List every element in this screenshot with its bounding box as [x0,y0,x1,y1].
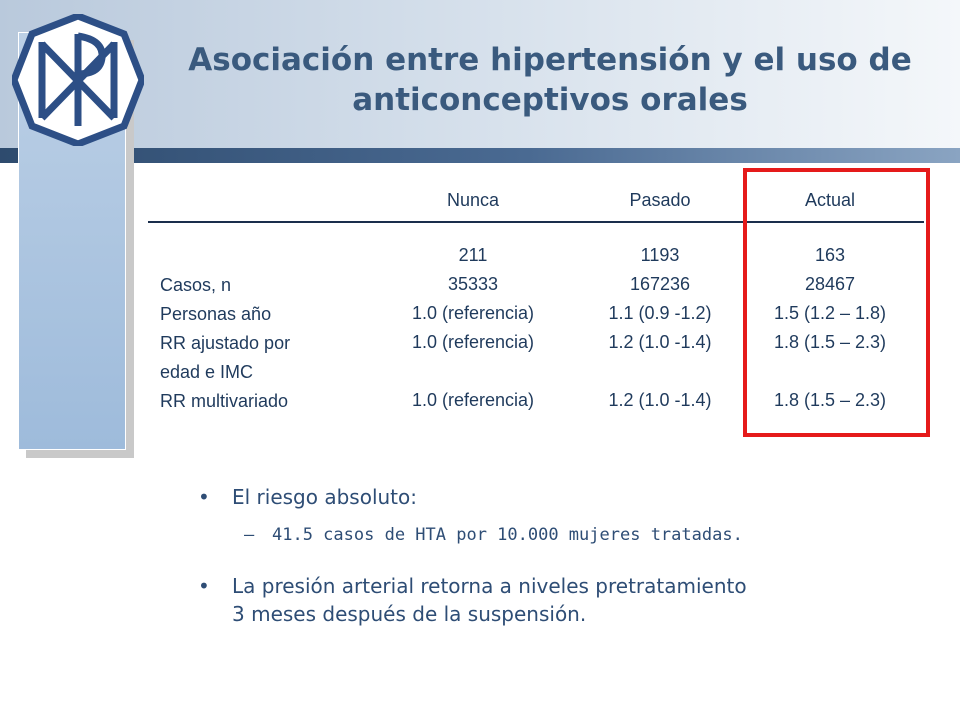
row-label-rr-multivariado: RR multivariado [160,391,289,411]
cell: 1.1 (0.9 -1.2) [608,303,712,323]
column-header-actual: Actual [804,190,856,210]
column-header-pasado: Pasado [629,190,691,210]
cell: 163 [814,245,846,265]
column-nunca [383,241,563,415]
cell: 1.2 (1.0 -1.4) [608,390,712,410]
row-label-edad-imc: edad e IMC [160,362,254,382]
bullet-list [198,482,938,628]
title-line-1: Asociación entre hipertensión y el uso de [188,42,912,78]
page-title [160,40,940,120]
cell [570,357,750,386]
bullet-item [198,482,938,512]
actual-column-highlight [743,168,930,437]
cell [383,357,563,386]
bullet-item [198,572,938,628]
dash-icon: – [244,525,255,545]
chi-rho-logo [12,14,144,146]
bullet-text: El riesgo absoluto: [232,485,417,509]
cell: 28467 [804,274,856,294]
row-label-personas-ano: Personas año [160,304,272,324]
column-header-nunca: Nunca [446,190,500,210]
cell: 1.0 (referencia) [411,332,535,352]
cell: 35333 [447,274,499,294]
cell: 1.0 (referencia) [411,303,535,323]
title-line-2: anticonceptivos orales [352,82,748,118]
cell: 167236 [629,274,691,294]
bullet-dot-icon: • [198,574,210,598]
sub-bullet-item [244,520,938,550]
row-labels [160,271,370,416]
bullet-text-line-1: La presión arterial retorna a niveles pretratamiento [232,574,747,598]
bullet-text-line-2: 3 meses después de la suspensión. [232,602,587,626]
cell: 211 [458,245,488,265]
cell: 1193 [640,245,680,265]
row-label-rr-ajustado: RR ajustado por [160,333,291,353]
sub-bullet-text: 41.5 casos de HTA por 10.000 mujeres tratadas. [272,525,743,545]
cell: 1.2 (1.0 -1.4) [608,332,712,352]
column-pasado [570,241,750,415]
row-label-casos: Casos, n [160,275,232,295]
cell: 1.5 (1.2 – 1.8) [773,303,887,323]
cell: 1.8 (1.5 – 2.3) [773,390,887,410]
cell: 1.0 (referencia) [411,390,535,410]
header-rule [0,148,960,163]
bullet-dot-icon: • [198,485,210,509]
cell: 1.8 (1.5 – 2.3) [773,332,887,352]
